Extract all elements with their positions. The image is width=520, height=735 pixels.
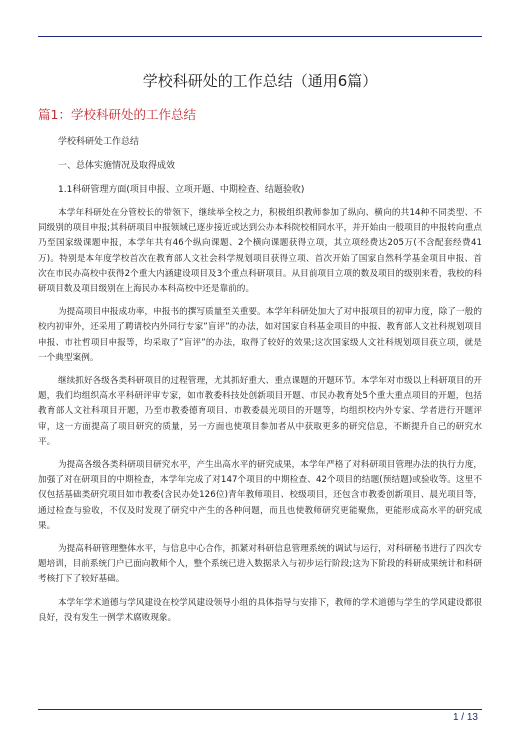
paragraph-6: 本学年学术道德与学风建设在校学风建设领导小组的具体指导与安排下，教师的学术道德与学生的学风建设都很良好，没有发生一例学术腐败现象。 xyxy=(38,597,482,623)
section-heading: 篇1：学校科研处的工作总结 xyxy=(38,107,196,122)
heading-overall: 一、总体实施情况及取得成效 xyxy=(58,161,176,171)
paragraph-1: 本学年科研处在分管校长的带领下，继续举全校之力，积极组织教师参加了纵向、横向的共14种不同类型、不同级别的项目申报;其科研项目申报领域已逐步接近或达到公办本科院校相同水平，并开始由一般项目的申报转向重点乃至国家级课题申报，本学年共有46个纵向课题、2个横向课题获得立项，其立项经费达205万(不含配套经费41万)。特别是本年度学校首次在教育部人文社会科学规划项目获得立项、首次开始了国家自然科学基金项目申报、首次在市民办高校中获得2个重大内涵建设项目及3个重点科研项目。从目前项目立项的数及项目的级别来看，我校的科研项目数及项目级别在上海民办本科高校中还是靠前的。 xyxy=(38,208,482,295)
footer-rule xyxy=(38,709,482,710)
heading-research-management: 1.1科研管理方面(项目申报、立项开题、中期检查、结题验收) xyxy=(58,185,305,195)
header-rule xyxy=(38,36,482,37)
page-number: 1 / 13 xyxy=(452,712,478,723)
document-title: 学校科研处的工作总结（通用6篇） xyxy=(142,72,378,90)
document-subtitle: 学校科研处工作总结 xyxy=(58,137,140,147)
document-body xyxy=(38,70,482,634)
paragraph-4: 为提高各级各类科研项目研究水平，产生出高水平的研究成果，本学年严格了对科研项目管理办法的执行力度，加强了对在研项目的中期检查，本学年完成了对147个项目的中期检查、42个项目的结题(预结题)或验收等。这里不仅包括基础类研究项目如市教委(含民办处126位)青年教师项目、校级项目，还包含市教委创新项目、晨光项目等，通过检查与验收，不仅及时发现了研究中产生的各种问题，而且也使教师研究更能聚焦，更能形成高水平的研究成果。 xyxy=(38,460,482,531)
paragraph-5: 为提高科研管理整体水平，与信息中心合作，抓紧对科研信息管理系统的调试与运行，对科研秘书进行了四次专题培训，目前系统门户已面向教师个人，整个系统已进入数据录入与初步运行阶段;这为下阶段的科研成果统计和科研考核打下了较好基础。 xyxy=(38,544,482,585)
paragraph-2: 为提高项目申报成功率，申报书的撰写质量至关重要。本学年科研处加大了对申报项目的初审力度，除了一般的校内初审外，还采用了聘请校内外同行专家”盲评”的办法，如对国家自科基金项目的申报、教育部人文社科规划项目申报、市社哲项目申报等，均采取了”盲评”的办法，取得了较好的效果;这次国家级人文社科规划项目获立项，就是一个典型案例。 xyxy=(38,307,482,363)
paragraph-3: 继续抓好各级各类科研项目的过程管理，尤其抓好重大、重点课题的开题环节。本学年对市级以上科研项目的开题，我们均组织高水平科研评审专家，如市教委科技处创新项目开题、市民办教育处5个重大重点项目的开题，包括教育部人文社科项目开题，乃至市教委德育项目、市教委晨光项目的开题等，均组织校内外专家、学者进行开题评审，这一方面提高了项目研究的质量，另一方面也使项目参加者从中获取更多的研究信息，不断提升自己的研究水平。 xyxy=(38,376,482,447)
